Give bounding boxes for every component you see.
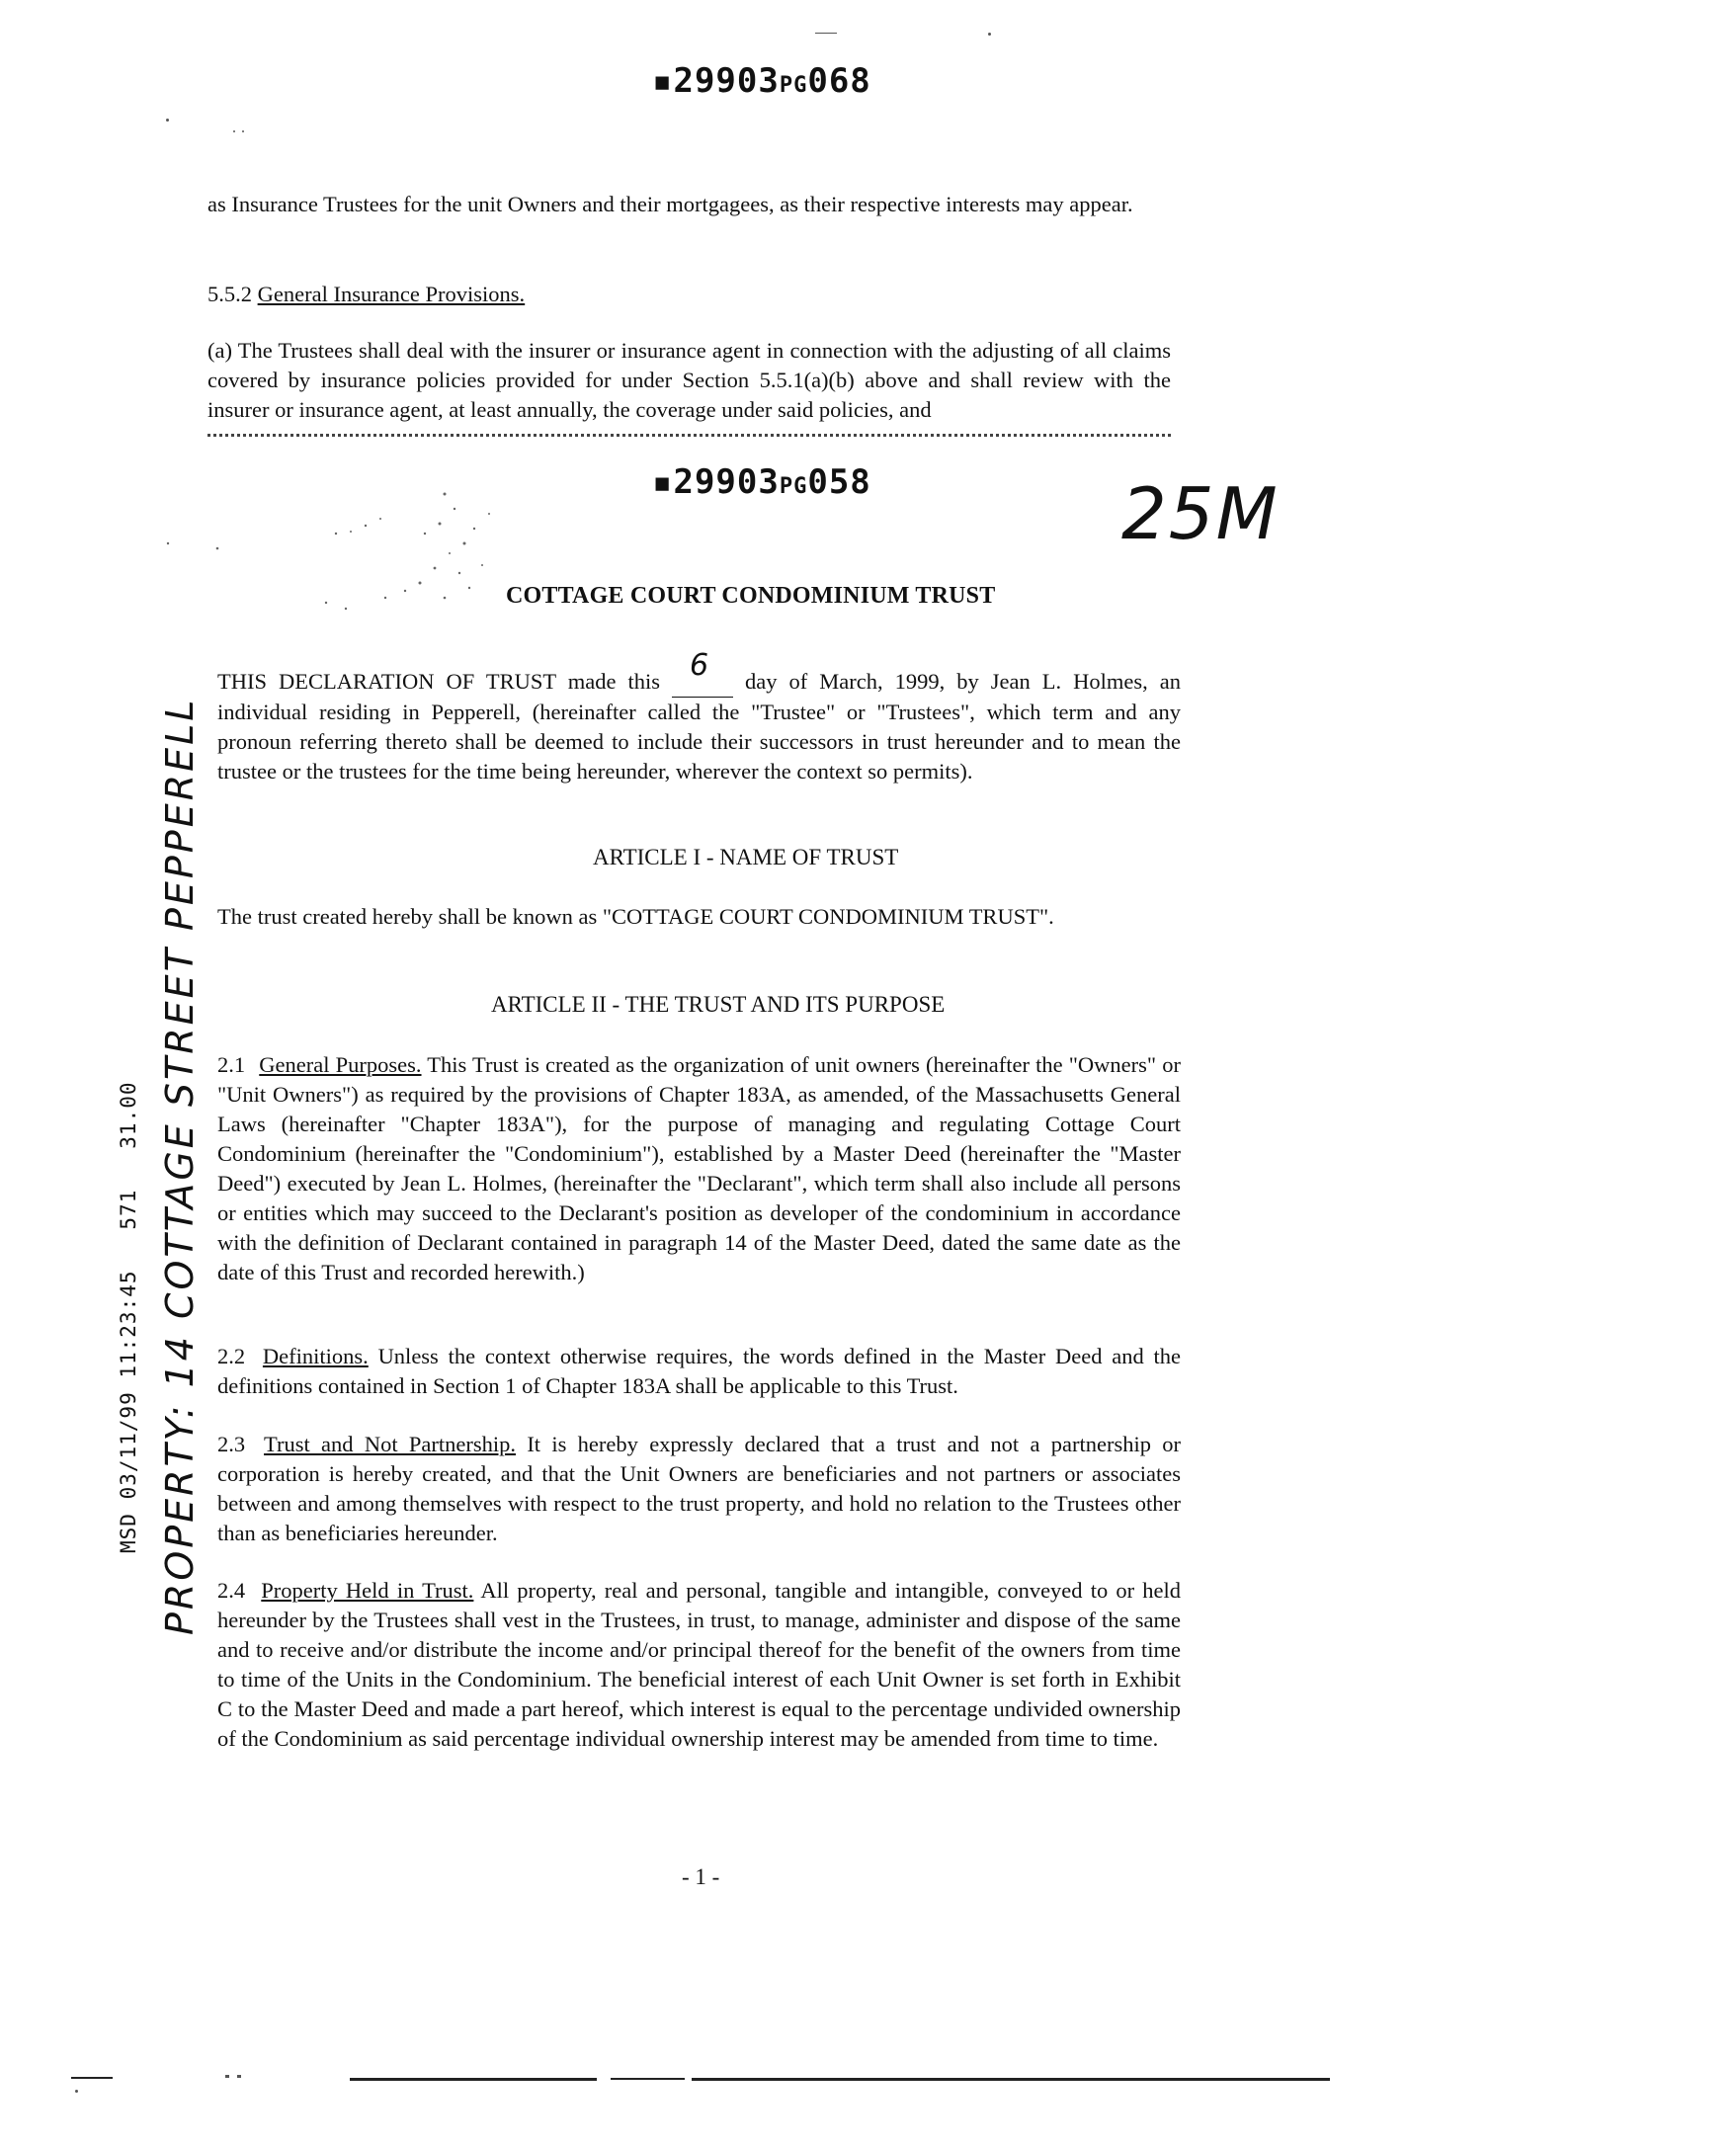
scan-line [71, 2077, 113, 2079]
article-1-heading: ARTICLE I - NAME OF TRUST [593, 845, 899, 869]
scan-speck [166, 119, 169, 122]
handwritten-day: 6 [690, 648, 709, 683]
stamp-pg-label: PG [779, 73, 808, 98]
section-text: This Trust is created as the organization of unit owners (hereinafter the "Owners" or "Unit Owners") as required by the provisions of Chapter 183A, as amended, of the Massachusetts General Laws (hereinafter "Chapter 183A"), for the purpose of managing and regulating Cottage Court Condominium (hereinafter the "Condominium"), established by a Master Deed (hereinafter the "Master Deed") executed by Jean L. Holmes, (hereinafter the "Declarant", which term shall also include all persons or entities which may succeed to the Declarant's position as developer of the condominium in accordance with the definition of Declarant contained in paragraph 14 of the Master Deed, dated the same date as the date of this Trust and recorded herewith.) [217, 1052, 1181, 1284]
section-title: Definitions. [262, 1344, 369, 1368]
stamp-page-number: 058 [807, 462, 871, 502]
clipped-text-line [207, 434, 1171, 440]
stamp-page-number: 068 [807, 61, 871, 101]
scan-speck [242, 130, 244, 132]
scan-line [692, 2078, 1330, 2081]
section-number: 2.4 [217, 1578, 246, 1603]
section-number: 2.2 [217, 1344, 246, 1368]
book-page-stamp-top [652, 61, 871, 101]
declaration-text-start: THIS DECLARATION OF TRUST made this [217, 669, 660, 694]
handwritten-property-note: PROPERTY: 14 COTTAGE STREET PEPPERELL [158, 697, 202, 1635]
section-text: All property, real and personal, tangible and intangible, conveyed to or held hereunder by the Trustees shall vest in the Trustees, in trust, to manage, administer and dispose of the same and to receive and/or distribute the income and/or principal thereof for the benefit of the owners from time to time of the Units in the Condominium. The beneficial interest of each Unit Owner is set forth in Exhibit C to the Master Deed and made a part hereof, which interest is equal to the percentage undivided ownership of the Condominium as said percentage individual ownership interest may be amended from time to time. [217, 1578, 1181, 1751]
continued-intro-paragraph: as Insurance Trustees for the unit Owners and their mortgagees, as their respective interests may appear. [207, 192, 1133, 216]
section-text: Unless the context otherwise requires, the words defined in the Master Deed and the definitions contained in Section 1 of Chapter 183A shall be applicable to this Trust. [217, 1344, 1182, 1398]
section-text: It is hereby expressly declared that a trust and not a partnership or corporation is hereby created, and that the Unit Owners are beneficiaries and not partners or associates between and among themselves with respect to the trust property, and hold no relation to the Trustees other than as beneficiaries hereunder. [217, 1432, 1182, 1545]
stamp-mark-icon: ▪ [652, 61, 674, 101]
scan-speck [225, 2075, 229, 2078]
section-2-4 [217, 1576, 1181, 1754]
page-number: - 1 - [682, 1864, 720, 1889]
section-number: 2.3 [217, 1432, 246, 1456]
section-2-1 [217, 1050, 1181, 1287]
stamp-mark-icon: ▪ [652, 462, 674, 502]
section-2-2 [217, 1342, 1181, 1401]
handwritten-fee: 25M [1121, 472, 1280, 555]
scan-speck [233, 130, 235, 132]
scan-line [350, 2078, 597, 2081]
stamp-pg-label: PG [779, 474, 808, 499]
section-title: General Purposes. [259, 1052, 422, 1077]
section-number: 5.5.2 [207, 282, 252, 306]
stamp-book-number: 29903 [673, 462, 780, 502]
declaration-text-rest: day of March, 1999, by Jean L. Holmes, an individual residing in Pepperell, (hereinafter called the "Trustee" or "Trustees", which term and any pronoun referring thereto shall be deemed to include their successors in trust hereunder and to mean the trustee or the trustees for the time being hereunder, wherever the context so permits). [217, 669, 1182, 784]
article-1-text: The trust created hereby shall be known as "COTTAGE COURT CONDOMINIUM TRUST". [217, 904, 1054, 929]
section-title: Property Held in Trust. [261, 1578, 474, 1603]
section-number: 2.1 [217, 1052, 246, 1077]
day-blank-field [672, 648, 733, 698]
article-2-heading: ARTICLE II - THE TRUST AND ITS PURPOSE [491, 992, 946, 1017]
section-title: General Insurance Provisions. [257, 282, 526, 306]
continued-paragraph-a: (a) The Trustees shall deal with the insurer or insurance agent in connection with the adjusting of all claims covered by insurance policies provided for under Section 5.5.1(a)(b) above and shall review with the insurer or insurance agent, at least annually, the coverage under said policies, and [207, 338, 1171, 422]
stamp-book-number: 29903 [673, 61, 780, 101]
section-2-3 [217, 1430, 1181, 1548]
section-5-5-2-heading [207, 280, 1171, 309]
scan-speck [75, 2090, 78, 2093]
scan-speck [988, 33, 991, 36]
declaration-paragraph [217, 648, 1182, 786]
scan-speck [237, 2075, 241, 2078]
book-page-stamp-main [652, 462, 871, 502]
registry-recording-stamp: MSD 03/11/99 11:23:45 571 31.00 [117, 1081, 140, 1553]
section-title: Trust and Not Partnership. [264, 1432, 516, 1456]
document-title: COTTAGE COURT CONDOMINIUM TRUST [506, 583, 996, 609]
scan-speck [815, 33, 837, 34]
seal-smudge-icon [148, 474, 524, 622]
scan-line [611, 2078, 685, 2080]
